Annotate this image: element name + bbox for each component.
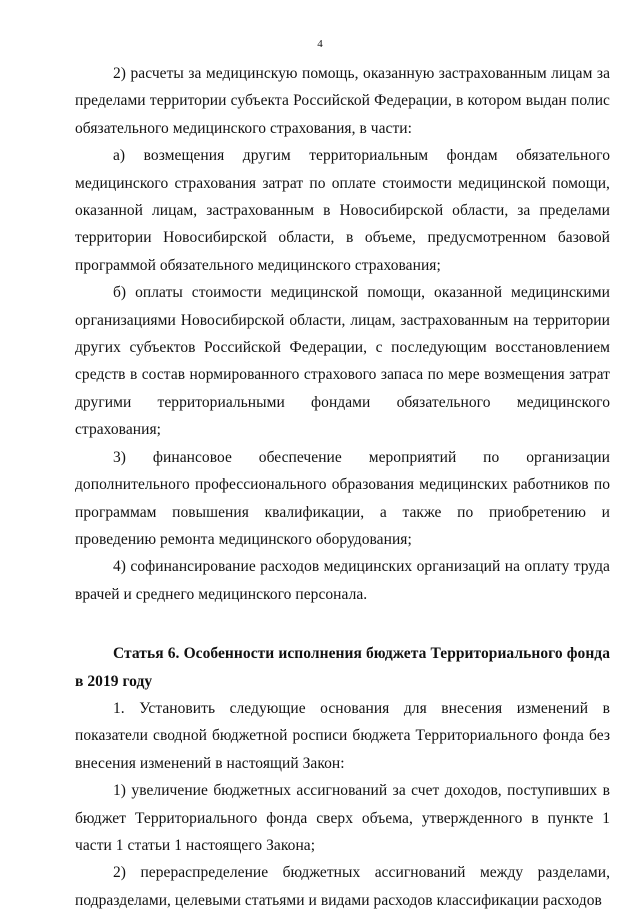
article-item-2: 2) перераспределение бюджетных ассигнований между разделами, подразделами, целевыми статьями и видами расходов классификации расходов [75, 864, 610, 909]
paragraph-subitem-b: б) оплаты стоимости медицинской помощи, оказанной медицинскими организациями Новосибирской области, лицам, застрахованным на территории других субъектов Российской Федерации, с последующим восстановлением средств в состав нормированного страхового запаса по мере возмещения затрат другими территориальными фондами обязательного медицинского страхования; [75, 284, 610, 439]
article-item-1: 1) увеличение бюджетных ассигнований за счет доходов, поступивших в бюджет Территориального фонда сверх объема, утвержденного в пункте 1 части 1 статьи 1 настоящего Закона; [75, 782, 610, 854]
paragraph-item-4: 4) софинансирование расходов медицинских организаций на оплату труда врачей и среднего медицинского персонала. [75, 558, 610, 603]
page-number: 4 [317, 38, 323, 50]
paragraph-subitem-a: а) возмещения другим территориальным фондам обязательного медицинского страхования затрат по оплате стоимости медицинской помощи, оказанной лицам, застрахованным в Новосибирской области, за пределами территории Новосибирской области, в объеме, предусмотренном базовой программой обязательного медицинского страхования; [75, 147, 610, 274]
article-heading: Статья 6. Особенности исполнения бюджета Территориального фонда в 2019 году [75, 645, 610, 690]
document-body [75, 60, 610, 914]
paragraph-item-2: 2) расчеты за медицинскую помощь, оказанную застрахованным лицам за пределами территории субъекта Российской Федерации, в котором выдан полис обязательного медицинского страхования, в части: [75, 65, 610, 137]
paragraph-item-3: 3) финансовое обеспечение мероприятий по организации дополнительного профессионального образования медицинских работников по программам повышения квалификации, а также по приобретению и проведению ремонта медицинского оборудования; [75, 448, 610, 548]
article-paragraph-1: 1. Установить следующие основания для внесения изменений в показатели сводной бюджетной росписи бюджета Территориального фонда без внесения изменений в настоящий Закон: [75, 699, 610, 772]
